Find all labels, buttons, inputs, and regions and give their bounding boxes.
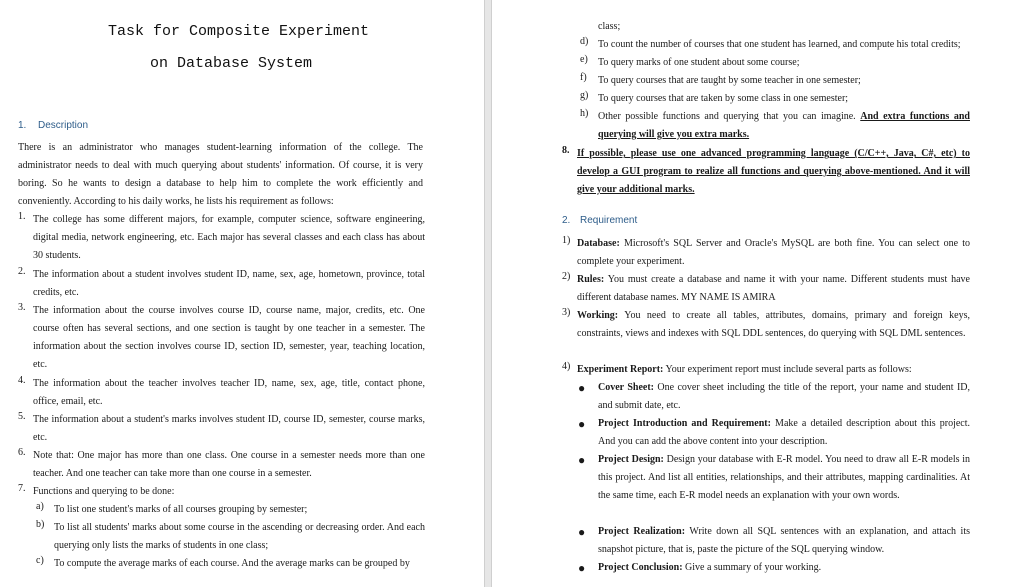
intro-paragraph: There is an administrator who manages student-learning information of the college. The administrator needs to deal with much querying about students' information. Of course, it is very boring. So he wants to design a database to help him to complete the work efficiently and conveniently. According to his daily works, he lists his requirement as follows:	[18, 142, 423, 207]
sublist-item: To list all students' marks about some course in the ascending or decreasing order. And each querying only lists the marks of students in one class;	[54, 522, 425, 551]
sublist-item: To query courses that are taken by some class in one semester;	[598, 93, 849, 104]
report-part-introduction	[598, 415, 970, 451]
report-part-label: Project Introduction and Requirement:	[598, 418, 771, 429]
requirement-text: You need to create all tables, attributes, domains, primary and foreign keys, constraints, views and indexes with SQL DDL sentences, do querying with SQL DML sentences.	[577, 310, 970, 339]
sublist-letter: c)	[36, 555, 44, 566]
list-item: Note that: One major has more than one class. One course in a semester needs more than one teacher. And one teacher can take more than one course in a semester.	[33, 450, 425, 479]
bullet-icon: ●	[578, 561, 586, 575]
requirement-database	[577, 235, 970, 271]
report-part-cover-sheet	[598, 379, 970, 415]
gui-program-note: If possible, please use one advanced programming language (C/C++, Java, C#, etc) to develop a GUI program to realize all functions and querying above-mentioned. And it will give your additional marks.	[577, 148, 970, 195]
list-item: The information about a student's marks involves student ID, course ID, semester, course marks, etc.	[33, 414, 425, 443]
requirement-label: Database:	[577, 238, 620, 249]
requirement-number: 3)	[562, 307, 571, 318]
requirement-text: Your experiment report must include several parts as follows:	[665, 364, 912, 375]
list-number: 7.	[18, 483, 26, 494]
section-heading-description: Description	[38, 120, 89, 131]
list-item: The information about a student involves student ID, name, sex, age, hometown, province, total credits, etc.	[33, 269, 425, 298]
sublist-letter: b)	[36, 519, 45, 530]
right-page	[492, 0, 1024, 587]
requirement-label: Experiment Report:	[577, 364, 664, 375]
sublist-item: To query courses that are taught by some teacher in one semester;	[598, 75, 861, 86]
sublist-letter: d)	[580, 36, 589, 47]
report-part-text: Give a summary of your working.	[685, 562, 822, 573]
document-title-line1: Task for Composite Experiment	[108, 23, 370, 40]
report-part-realization	[598, 523, 970, 559]
document-title-line2: on Database System	[150, 55, 313, 72]
requirement-number: 2)	[562, 271, 571, 282]
requirement-number: 4)	[562, 361, 571, 372]
report-part-text: Write down all SQL sentences with an explanation, and attach its snapshot picture, that is, paste the picture of the SQL querying window.	[598, 526, 971, 555]
requirement-number: 1)	[562, 235, 571, 246]
sublist-letter: a)	[36, 501, 44, 512]
section-heading-requirement: Requirement	[580, 215, 638, 226]
section-number: 1.	[18, 120, 27, 131]
report-part-label: Project Realization:	[598, 526, 686, 537]
requirement-rules	[577, 271, 970, 307]
report-part-text: One cover sheet including the title of the report, your name and student ID, and submit date, etc.	[598, 382, 971, 411]
sublist-item: To list one student's marks of all courses grouping by semester;	[54, 504, 308, 515]
list-item: The college has some different majors, for example, computer science, software engineering, digital media, network engineering, etc. Each major has several classes and each class has about 30 students.	[33, 214, 425, 261]
requirement-text: You must create a database and name it with your name. Different students must have different database names. MY NAME IS AMIRA	[577, 274, 970, 303]
requirement-report	[577, 361, 912, 379]
list-number: 5.	[18, 411, 26, 422]
sublist-letter: e)	[580, 54, 588, 65]
left-page	[0, 0, 484, 587]
report-part-text: Make a detailed description about this project. And you can add the above content into your description.	[598, 418, 970, 447]
report-part-conclusion	[598, 559, 821, 577]
sublist-letter: h)	[580, 108, 589, 119]
continued-text: class;	[598, 21, 621, 32]
sublist-item-extra	[598, 108, 970, 144]
list-item: The information about the course involves course ID, course name, major, credits, etc. One course often has several sections, and one section is taught by one teacher in a semester. The information about the section involves course ID, section ID, semester, year, teaching location, etc.	[33, 305, 425, 370]
sublist-letter: f)	[580, 72, 587, 83]
list-number: 3.	[18, 302, 26, 313]
sublist-item: To query marks of one student about some course;	[598, 57, 800, 68]
extra-marks-emphasis: And extra functions and querying will give you extra marks.	[598, 111, 970, 140]
bullet-icon: ●	[578, 381, 586, 395]
requirement-label: Working:	[577, 310, 619, 321]
sublist-letter: g)	[580, 90, 589, 101]
report-part-design	[598, 451, 970, 505]
report-part-text: Design your database with E-R model. You need to draw all E-R models in this project. And list all entities, relationships, and their attributes, mapping cardinalities. At the same time, each E-R model needs an explanation with your own words.	[598, 454, 971, 501]
list-item: The information about the teacher involves teacher ID, name, sex, age, title, contact phone, office, email, etc.	[33, 378, 425, 407]
report-part-label: Cover Sheet:	[598, 382, 654, 393]
bullet-icon: ●	[578, 417, 586, 431]
list-number: 8.	[562, 145, 570, 156]
list-number: 1.	[18, 211, 26, 222]
bullet-icon: ●	[578, 453, 586, 467]
extra-plain-text: Other possible functions and querying that you can imagine.	[598, 111, 856, 122]
requirement-working	[577, 307, 970, 343]
report-part-label: Project Conclusion:	[598, 562, 683, 573]
page-gutter	[484, 0, 492, 587]
list-item: Functions and querying to be done:	[33, 486, 175, 497]
requirement-label: Rules:	[577, 274, 605, 285]
requirement-text: Microsoft's SQL Server and Oracle's MySQL are both fine. You can select one to complete your experiment.	[577, 238, 970, 267]
report-part-label: Project Design:	[598, 454, 664, 465]
list-number: 2.	[18, 266, 26, 277]
sublist-item: To compute the average marks of each course. And the average marks can be grouped by	[54, 558, 410, 569]
sublist-item: To count the number of courses that one student has learned, and compute his total credits;	[598, 39, 961, 50]
bullet-icon: ●	[578, 525, 586, 539]
section-number: 2.	[562, 215, 571, 226]
list-number: 6.	[18, 447, 26, 458]
list-number: 4.	[18, 375, 26, 386]
